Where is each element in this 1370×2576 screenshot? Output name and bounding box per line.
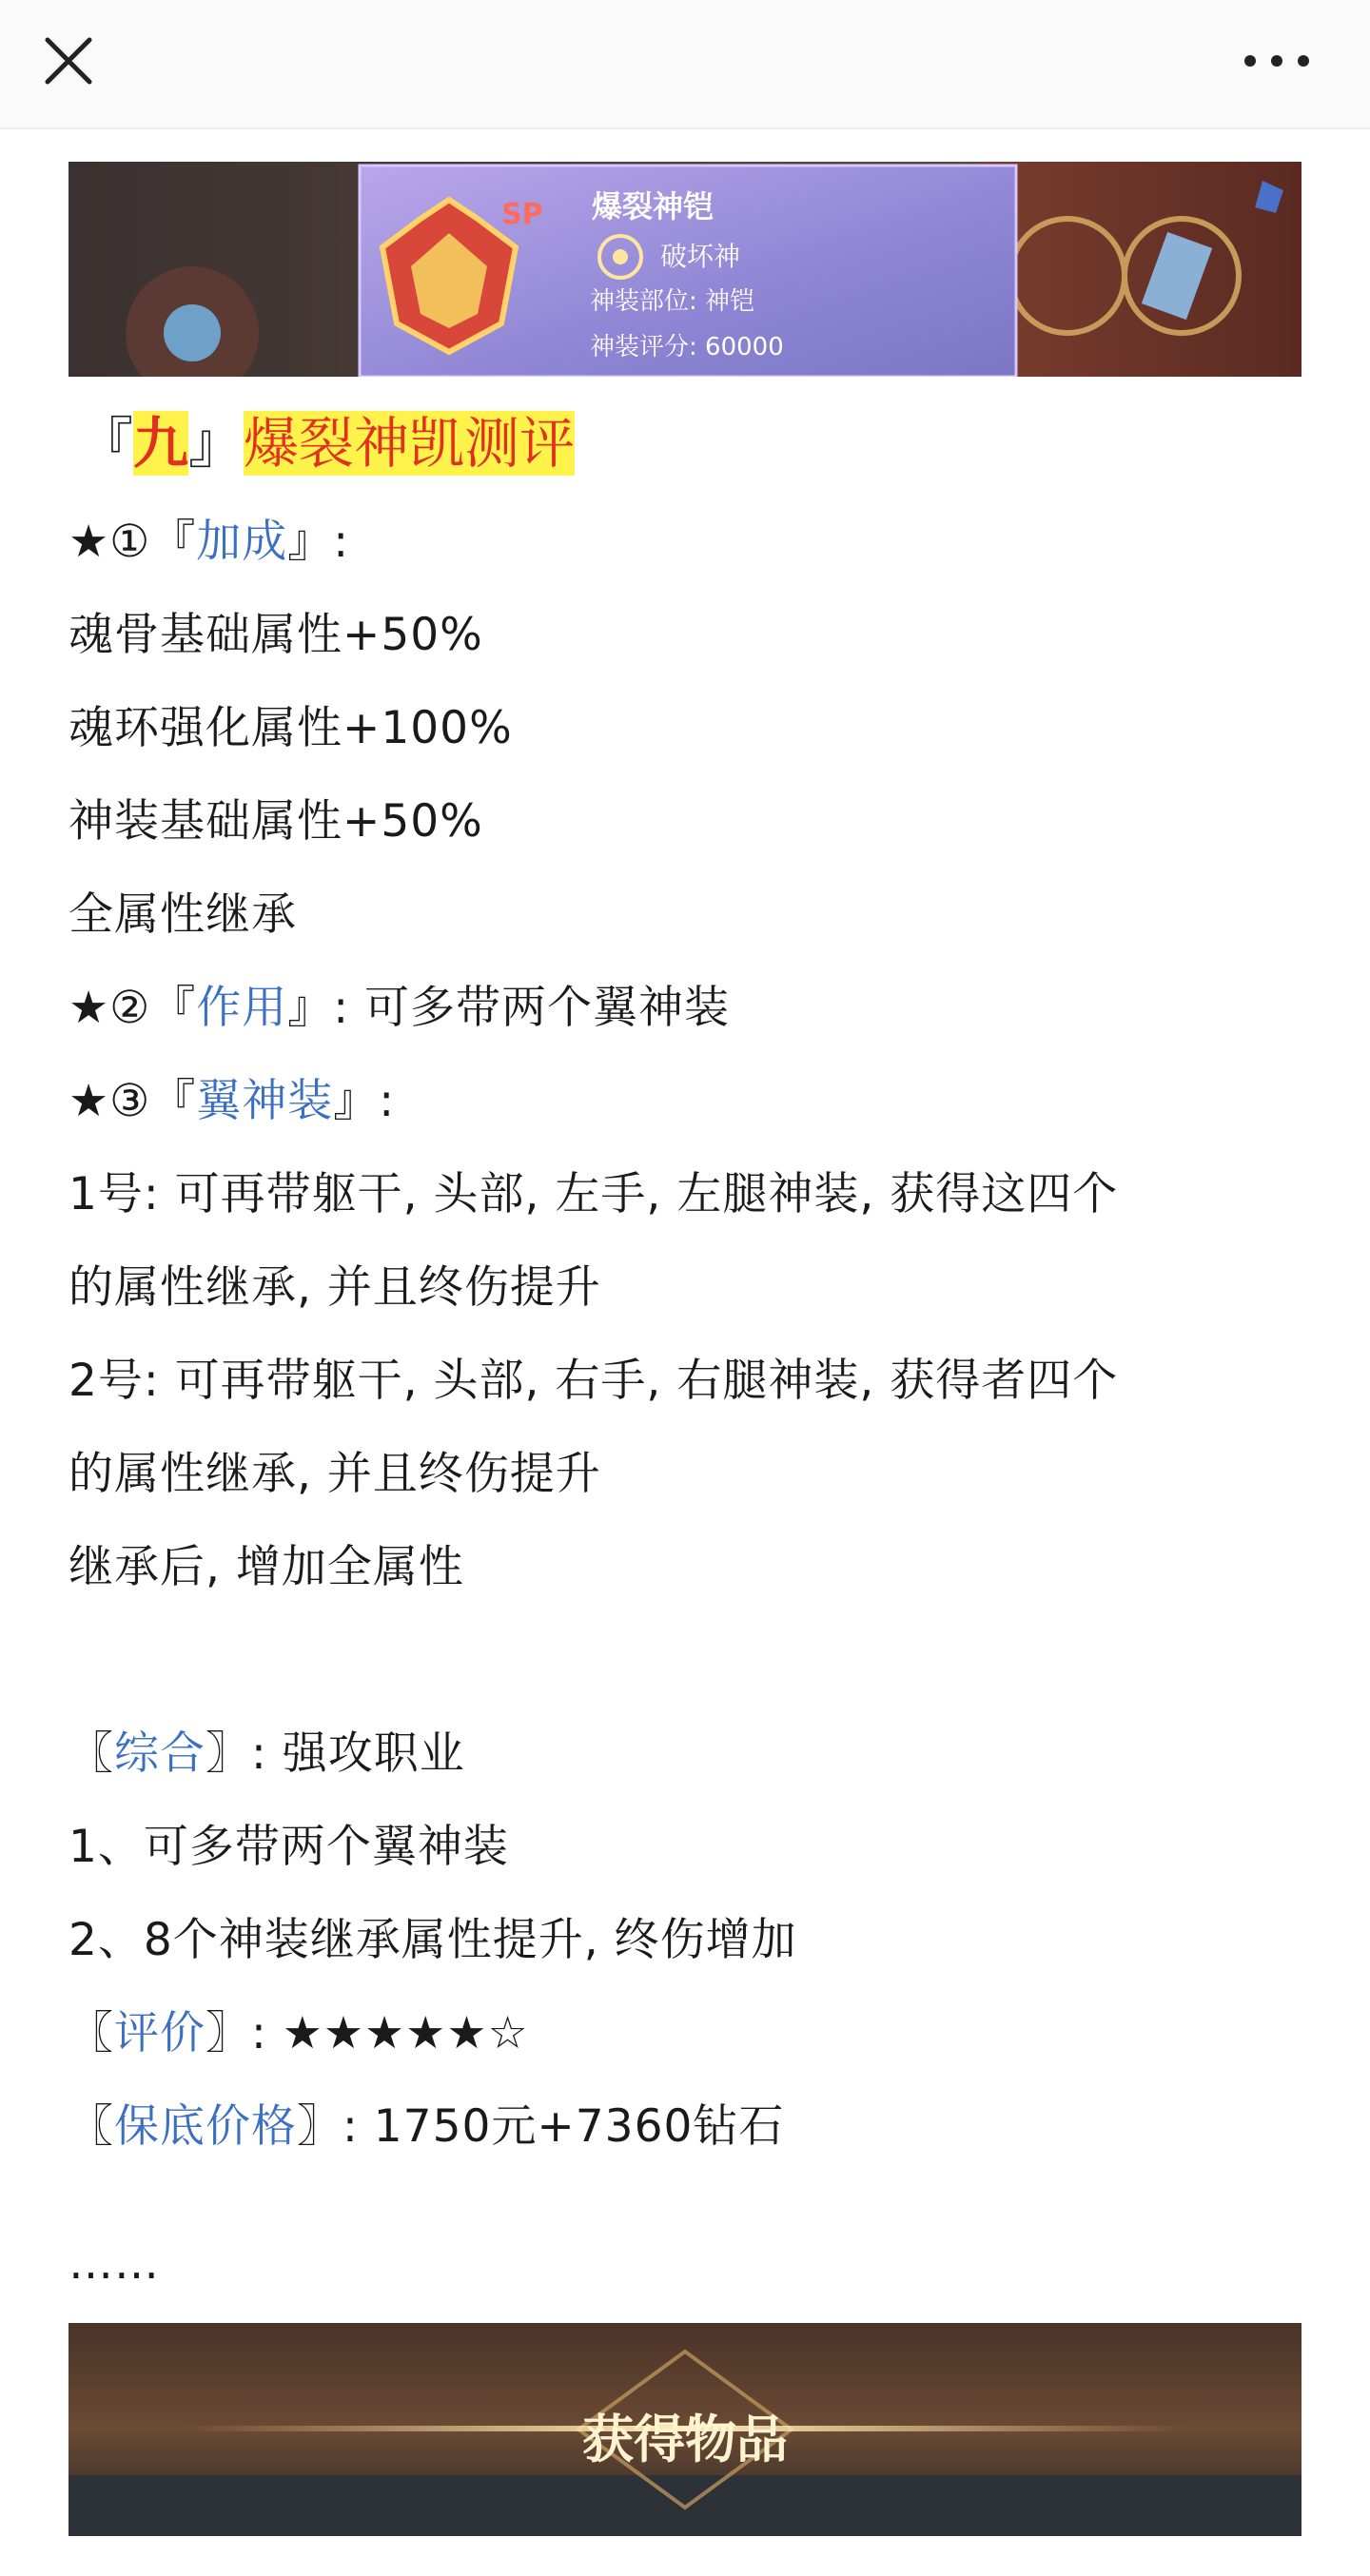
obtained-items-title: 获得物品 (582, 2410, 788, 2469)
title-open-bracket: 『 (78, 411, 134, 476)
ellipsis: …… (68, 2237, 160, 2290)
section2-heading: ★②『作用』: 可多带两个翼神装 (68, 982, 731, 1034)
section3-line: 的属性继承, 并且终伤提升 (68, 1448, 601, 1500)
banner-item-tag: 破坏神 (660, 241, 741, 272)
section3-line: 1号: 可再带躯干, 头部, 左手, 左腿神装, 获得这四个 (68, 1168, 1119, 1220)
price-label: 保底价格 (114, 2100, 297, 2153)
section1-line: 全属性继承 (68, 888, 297, 941)
banner-item-name: 爆裂神铠 (592, 188, 714, 224)
summary-label: 综合 (114, 1727, 206, 1780)
section3-heading: ★③『翼神装』: (68, 1075, 396, 1127)
top-nav-bar (0, 0, 1370, 129)
section3-line: 的属性继承, 并且终伤提升 (68, 1261, 601, 1314)
rating-stars: ★★★★★☆ (282, 2007, 529, 2059)
title-close-bracket: 』 (188, 411, 245, 476)
title-number: 九 (133, 411, 189, 476)
section2-label: 作用 (196, 982, 288, 1034)
rating-line: 〖评价〗: ★★★★★☆ (68, 2007, 529, 2059)
section3-line: 2号: 可再带躯干, 头部, 右手, 右腿神装, 获得者四个 (68, 1355, 1119, 1407)
summary-heading: 〖综合〗: 强攻职业 (68, 1727, 465, 1780)
section1-line: 神装基础属性+50% (68, 795, 483, 848)
more-dots-icon[interactable] (1237, 38, 1317, 84)
close-icon[interactable] (38, 30, 99, 91)
banner-item-score: 神装评分: 60000 (590, 333, 784, 361)
article-title (78, 405, 575, 481)
summary-line: 2、8个神装继承属性提升, 终伤增加 (68, 1914, 797, 1966)
section1-line: 魂环强化属性+100% (68, 702, 513, 754)
rating-label: 评价 (114, 2007, 206, 2059)
section3-line: 继承后, 增加全属性 (68, 1541, 464, 1593)
summary-line: 1、可多带两个翼神装 (68, 1821, 509, 1873)
title-text: 爆裂神凯测评 (244, 411, 576, 476)
section3-label: 翼神装 (196, 1075, 334, 1127)
svg-text:SP: SP (501, 198, 543, 231)
section1-heading: ★①『加成』: (68, 516, 350, 568)
section1-label: 加成 (196, 516, 288, 568)
banner-item-slot: 神装部位: 神铠 (590, 287, 755, 316)
price-line: 〖保底价格〗: 1750元+7360钻石 (68, 2100, 785, 2153)
section1-line: 魂骨基础属性+50% (68, 609, 483, 661)
